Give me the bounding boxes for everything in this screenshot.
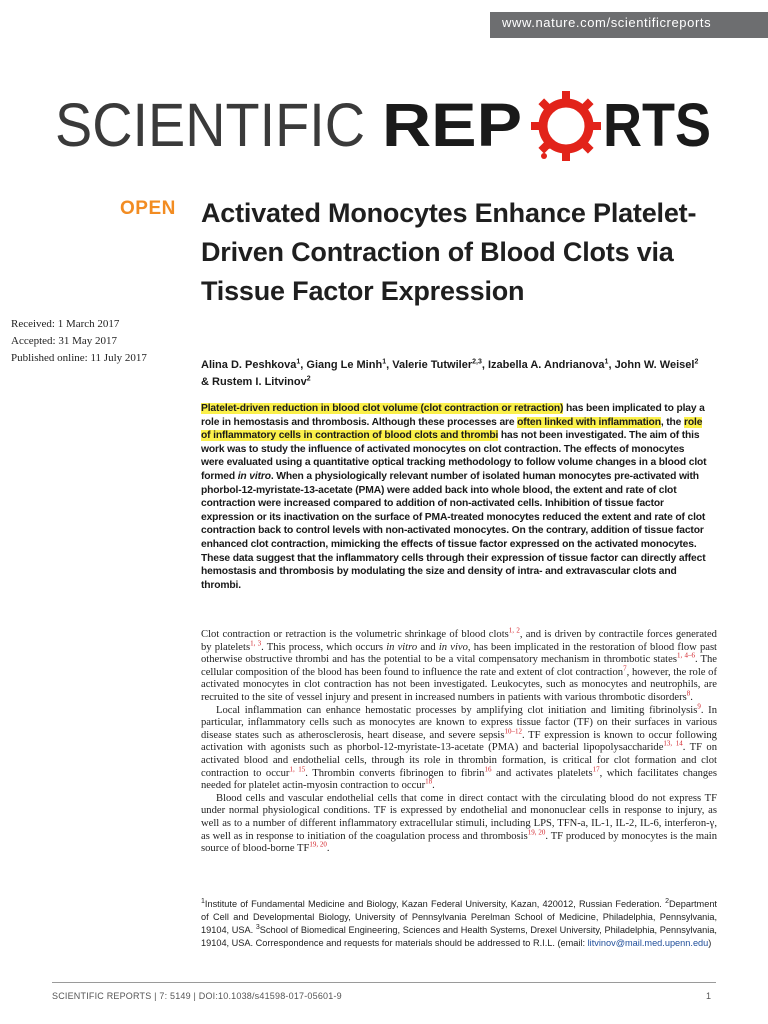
body-italic-text: in vitro <box>386 641 418 653</box>
body-text: . TF expression is known to occur following activation with agonists such as phorbol-12-myristate-13-acetate (PMA) and bacterial lipopolysaccharide <box>201 729 717 754</box>
affiliation-marker: 2,3 <box>472 358 482 366</box>
citation-link[interactable]: 1, 2 <box>508 626 520 635</box>
author-name: Alina D. Peshkova <box>201 359 297 371</box>
abstract-italic-text: in vitro <box>237 470 271 482</box>
body-text: . In particular, inflammatory cells such as monocytes are known to express tissue factor (TF) on their surfaces in various disease states such as atherosclerosis, heart disease, and severe sepsis <box>201 704 718 741</box>
citation-link[interactable]: 18 <box>425 777 433 786</box>
logo-word-scientific: SCIENTIFIC <box>55 91 365 159</box>
body-text: . The cellular composition of the blood has been found to influence the rate and extent of clot contraction <box>201 654 718 678</box>
body-text: . TF on activated blood and endothelial cells, through its role in thrombin formation, is critical for clot formation and clot contraction to occur <box>201 742 717 779</box>
body-text: Local inflammation can enhance hemostatic processes by amplifying clot initiation and limiting fibrinolysis <box>216 704 698 716</box>
author-name: Valerie Tutwiler <box>392 359 473 371</box>
body-text: . TF produced by monocytes is the main source of blood-borne TF <box>201 830 718 855</box>
body-text: . <box>326 843 330 855</box>
received-date: Received: 1 March 2017 <box>11 318 120 330</box>
author-separator: & <box>201 375 212 388</box>
page-number: 1 <box>706 991 712 1001</box>
affiliation-marker: 1 <box>382 358 387 366</box>
affiliation-text: Department of Cell and Developmental Biology, University of Pennsylvania Perelman School of Medicine, Philadelphia, Pennsylvania, 19104, USA. <box>201 899 717 935</box>
body-text: and activates platelets <box>491 767 593 779</box>
author-name: Izabella A. Andrianova <box>487 359 605 371</box>
body-text: . Thrombin converts fibrinogen to fibrin <box>305 767 485 779</box>
logo-gear-icon <box>531 91 601 161</box>
affiliation-text: ) <box>708 938 712 948</box>
author-list: Alina D. Peshkova$^1$, Giang Le Minh$^1$, Valerie Tutwiler$^{2,3}$, Izabella A. Andrianova$^1$, John W. Weisel$^2$ & Rustem I. Litvinov$^2$ <box>201 358 699 388</box>
abstract-text: . When a physiologically relevant number of isolated human monocytes pre-activated with phorbol-12-myristate-13-acetate (PMA) were added back into whole blood, the extent and rate of clot contraction were increased compared to addition of non-activated cells. Inhibition of tissue factor expression or its inactivation on the surface of PMA-treated monocytes reduced the extent and rate of clot contraction back to control levels with non-activated monocytes. On the contrary, addition of tissue factor enhanced clot contraction, mimicking the effects of tissue factor expressed on the activated monocytes. These data suggest that the inflammatory cells through their expression of tissue factor can directly affect hemostasis and thrombosis by modulating the size and density of intra- and extravascular clots and thrombi. <box>201 470 706 591</box>
highlighted-text: often linked with inflammation <box>517 416 661 428</box>
logo-word-rts: RTS <box>603 91 711 159</box>
body-text: , has been implicated in the restoration of blood flow past otherwise obstructive thrombi and has the potential to be a vital compensatory mechanism in thrombotic states <box>201 641 718 666</box>
body-italic-text: in vivo <box>438 641 468 653</box>
affiliation-marker: 1 <box>201 897 205 905</box>
author-name: John W. Weisel <box>614 359 695 371</box>
abstract-text: has not been investigated. The aim of this work was to study the influence of activated monocytes on clot contraction. The effects of monocytes were evaluated using a quantitative optical tracking methodology to follow volume changes in a blood clot formed <box>201 430 707 482</box>
body-text: , which facilitates changes needed for platelet actin-myosin contraction to occur <box>201 767 717 792</box>
affiliation-text: Institute of Fundamental Medicine and Biology, Kazan Federal University, Kazan, 420012, Russian Federation. <box>204 899 666 909</box>
affiliation-text: School of Biomedical Engineering, Sciences and Health Systems, Drexel University, Philadelphia, Pennsylvania, 19104, USA. Correspondence and requests for materials should be addressed to R.I.L. (email: <box>201 925 717 948</box>
correspondence-email-link[interactable]: litvinov@mail.med.upenn.edu <box>587 938 709 948</box>
citation-link[interactable]: 1, 15 <box>289 765 306 773</box>
citation-link[interactable]: 19, 20 <box>309 840 327 849</box>
abstract-text: , the <box>660 416 684 428</box>
affiliation-marker: 3 <box>255 923 260 931</box>
body-text: . This process, which occurs <box>261 641 387 653</box>
journal-logo <box>55 88 715 168</box>
affiliation-marker: 2 <box>665 897 669 905</box>
journal-url-bar <box>490 12 768 38</box>
body-text: , and is driven by contractile forces generated by platelets <box>201 629 717 653</box>
affiliation-marker: 1 <box>604 358 609 366</box>
body-text: and <box>417 641 439 653</box>
footer-citation: SCIENTIFIC REPORTS | 7: 5149 | DOI:10.1038/s41598-017-05601-9 <box>52 991 342 1001</box>
citation-link[interactable]: 13, 14 <box>663 739 683 748</box>
body-paragraph-1 <box>201 626 718 705</box>
published-date: Published online: 11 July 2017 <box>11 352 147 364</box>
highlighted-text: role of inflammatory cells in contraction of blood clots and thrombi <box>201 416 703 442</box>
body-paragraph-2 <box>201 702 718 793</box>
citation-link[interactable]: 16 <box>484 765 492 773</box>
author-name: Rustem I. Litvinov <box>212 375 307 388</box>
article-title: Activated Monocytes Enhance Platelet-Driven Contraction of Blood Clots via Tissue Factor Expression <box>201 198 697 306</box>
abstract <box>201 402 707 592</box>
citation-link[interactable]: 1, 4–6 <box>676 651 695 660</box>
body-text: Blood cells and vascular endothelial cells that come in direct contact with the circulating blood do not express TF under normal physiological conditions. TF is expressed by endothelial and mononuclear cells in response to injury, as well as to a number of different inflammatory extracellular stimuli, including LPS, TFN-a, IL-1, IL-2, IL-6, interferon-γ, as well as in response to initiation of the coagulation process and thrombosis <box>201 792 717 842</box>
body-text: , however, the role of activated monocytes in clot contraction has not been investigated. Leukocytes, such as monocytes and neutrophils, are recruited to the site of vessel injury and present in increased numbers in patients with various thrombotic disorders <box>201 666 717 703</box>
article-dates <box>11 316 196 367</box>
citation-link[interactable]: 10–12 <box>504 727 522 736</box>
citation-link[interactable]: 8 <box>686 689 691 698</box>
logo-word-rep: REP <box>382 91 522 159</box>
body-text: Clot contraction or retraction is the volumetric shrinkage of blood clots <box>201 629 509 640</box>
accepted-date: Accepted: 31 May 2017 <box>11 335 117 347</box>
abstract-text: has been implicated to play a role in hemostasis and thrombosis. Although these processes are <box>201 403 705 428</box>
footer-divider <box>52 982 716 983</box>
affiliation-marker: 2 <box>694 358 699 366</box>
affiliation-marker: 1 <box>296 358 301 366</box>
article-body <box>201 626 718 856</box>
affiliations-footnote <box>201 898 717 950</box>
author-name: Giang Le Minh <box>306 359 383 371</box>
journal-url[interactable]: www.nature.com/scientificreports <box>502 15 712 30</box>
body-paragraph-3 <box>201 793 717 856</box>
open-access-badge: OPEN <box>120 198 176 219</box>
citation-link[interactable]: 1, 3 <box>250 639 262 648</box>
highlighted-text: Platelet-driven reduction in blood clot volume (clot contraction or retraction) <box>201 403 564 414</box>
citation-link[interactable]: 19, 20 <box>527 827 546 836</box>
citation-link[interactable]: 9 <box>697 702 701 711</box>
body-text: . <box>432 780 435 792</box>
citation-link[interactable]: 7 <box>623 664 627 673</box>
affiliation-marker: 2 <box>306 374 311 382</box>
citation-link[interactable]: 17 <box>592 765 600 773</box>
body-text: . <box>690 691 693 703</box>
